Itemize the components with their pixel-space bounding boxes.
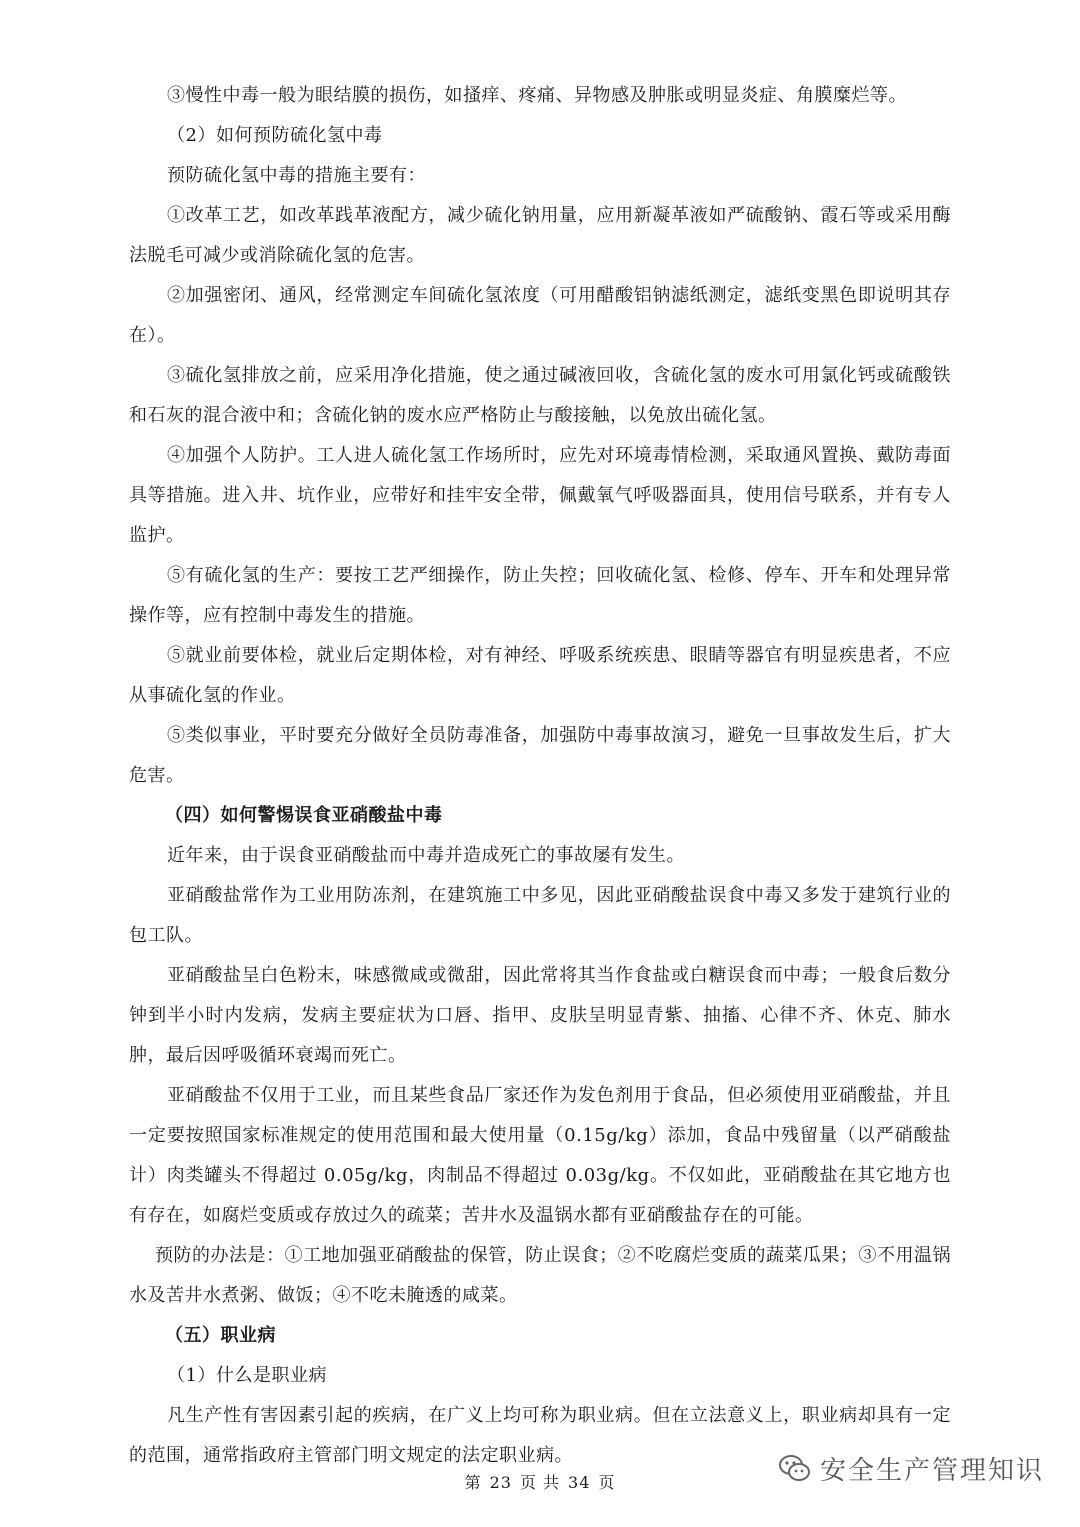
paragraph-measure-1: ①改革工艺，如改革践革液配方，减少硫化钠用量，应用新凝革液如严硫酸钠、霞石等或采用酶法脱毛可减少或消除硫化氢的危害。 [129,205,951,266]
paragraph-nitrite-prevention: 预防的办法是：①工地加强亚硝酸盐的保管，防止误食；②不吃腐烂变质的蔬菜瓜果；③不用温锅水及苦井水煮粥、做饭；④不吃未腌透的咸菜。 [129,1245,951,1306]
paragraph-measure-4: ④加强个人防护。工人进人硫化氢工作场所时，应先对环境毒情检测，采取通风置换、戴防毒面具等措施。进入井、坑作业，应带好和挂牢安全带，佩戴氧气呼吸器面具，使用信号联系，并有专人监护。 [129,445,951,546]
wechat-icon [778,1452,812,1486]
paragraph-measure-3: ③硫化氢排放之前，应采用净化措施，使之通过碱液回收，含硫化氢的废水可用氯化钙或硫酸铁和石灰的混合液中和；含硫化钠的废水应严格防止与酸接触，以免放出硫化氢。 [129,365,951,426]
paragraph-measure-5c: ⑤类似事业，平时要充分做好全员防毒准备，加强防中毒事故演习，避免一旦事故发生后，扩大危害。 [129,725,951,786]
paragraph-chronic-poisoning: ③慢性中毒一般为眼结膜的损伤，如搔痒、疼痛、异物感及肿胀或明显炎症、角膜糜烂等。 [167,85,907,106]
footer-suffix: 页 [598,1473,616,1492]
footer-page-number: 23 [489,1473,512,1492]
paragraph-measure-5b: ⑤就业前要体检，就业后定期体检，对有神经、呼吸系统疾患、眼睛等器官有明显疾患者，不应从事硫化氢的作业。 [129,645,951,706]
paragraph-nitrite-usage: 亚硝酸盐常作为工业用防冻剂，在建筑施工中多见，因此亚硝酸盐误食中毒又多发于建筑行业的包工队。 [129,885,951,946]
paragraph-measure-2: ②加强密闭、通风，经常测定车间硫化氢浓度（可用醋酸铝钠滤纸测定，滤纸变黑色即说明其存在）。 [129,285,951,346]
paragraph-occupational-definition: 凡生产性有害因素引起的疾病，在广义上均可称为职业病。但在立法意义上，职业病却具有一定的范围，通常指政府主管部门明文规定的法定职业病。 [129,1405,951,1466]
subheading-what-is-occupational-disease: （1）什么是职业病 [167,1365,327,1386]
footer-prefix: 第 [464,1473,482,1492]
wechat-watermark [778,1450,1044,1487]
paragraph-measures-intro: 预防硫化氢中毒的措施主要有： [167,165,426,186]
section-heading-nitrite: （四）如何警惕误食亚硝酸盐中毒 [165,805,443,826]
paragraph-measure-5a: ⑤有硫化氢的生产：要按工艺严细操作，防止失控；回收硫化氢、检修、停车、开车和处理异常操作等，应有控制中毒发生的措施。 [129,565,951,626]
paragraph-nitrite-symptoms: 亚硝酸盐呈白色粉末，味感微咸或微甜，因此常将其当作食盐或白糖误食而中毒；一般食后数分钟到半小时内发病，发病主要症状为口唇、指甲、皮肤呈明显青紫、抽搐、心律不齐、休克、肺水肿，最后因呼吸循环衰竭而死亡。 [129,965,951,1066]
footer-total-pages: 34 [568,1473,591,1492]
watermark-text: 安全生产管理知识 [819,1456,1044,1486]
paragraph-nitrite-food: 亚硝酸盐不仅用于工业，而且某些食品厂家还作为发色剂用于食品，但必须使用亚硝酸盐，并且一定要按照国家标准规定的使用范围和最大使用量（0.15g/kg）添加，食品中残留量（以严硝酸盐计）肉类罐头不得超过 0.05g/kg，肉制品不得超过 0.03g/kg。不仅如此，亚硝酸盐在其它地方也有存在，如腐烂变质或存放过久的疏菜；苦井水及温锅水都有亚硝酸盐存在的可能。 [129,1085,951,1226]
paragraph-nitrite-intro: 近年来，由于误食亚硝酸盐而中毒并造成死亡的事故屡有发生。 [167,845,685,866]
footer-mid: 页 共 [519,1473,561,1492]
document-body [129,76,951,1476]
subheading-prevent-h2s: （2）如何预防硫化氢中毒 [167,125,383,146]
section-heading-occupational-disease: （五）职业病 [165,1325,276,1346]
